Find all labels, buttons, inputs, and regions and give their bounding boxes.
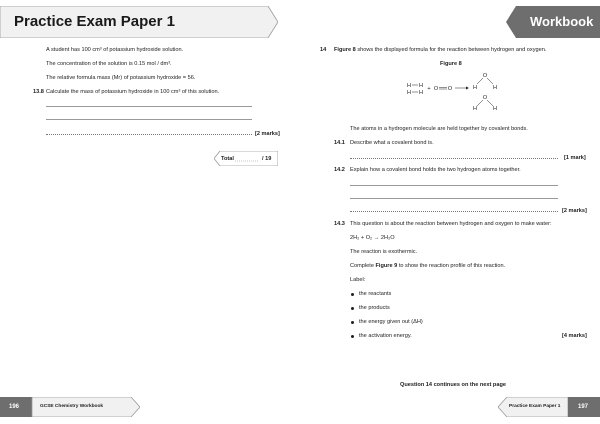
formula-o: O	[447, 86, 453, 92]
page-number-left: 196	[9, 404, 20, 410]
formula-h: H	[419, 83, 423, 89]
footer-title-right: Practice Exam Paper 1	[509, 404, 561, 409]
total-label: Total	[221, 156, 234, 162]
answer-line[interactable]	[350, 158, 558, 159]
question-number-14: 14	[320, 47, 327, 53]
bullet-icon	[351, 335, 354, 338]
list-item: the energy given out (ΔH)	[359, 319, 423, 325]
formula-h: H	[419, 90, 423, 96]
question-14-2-text: Explain how a covalent bond holds the two hydrogen atoms together.	[350, 167, 521, 173]
formula-h: H	[407, 83, 411, 89]
concentration-text: The concentration of the solution is 0.15 mol / dm³.	[46, 61, 172, 67]
question-14-3-text: This question is about the reaction between hydrogen and oxygen to make water:	[350, 221, 552, 227]
formula-o: O	[482, 95, 488, 101]
answer-line[interactable]	[350, 185, 558, 186]
formula-h: H	[473, 106, 477, 112]
bullet-icon	[351, 293, 354, 296]
reaction-equation: 2H₂ + O₂ → 2H₂O	[350, 235, 395, 241]
workbook-label: Workbook	[530, 14, 594, 29]
question-13-8-text: Calculate the mass of potassium hydroxide in 100 cm³ of this solution.	[46, 89, 220, 95]
figure-9-ref: Figure 9	[375, 263, 398, 269]
footer-title-left: GCSE Chemistry Workbook	[40, 404, 104, 409]
question-number-14-3: 14.3	[334, 221, 345, 227]
formula-h: H	[473, 85, 477, 91]
marks-14-3: [4 marks]	[562, 333, 587, 339]
marks-13-8: [2 marks]	[255, 131, 280, 137]
formula-o: O	[482, 73, 488, 79]
marks-14-2: [2 marks]	[562, 208, 587, 214]
atoms-text: The atoms in a hydrogen molecule are held together by covalent bonds.	[350, 126, 528, 132]
formula-h: H	[493, 106, 497, 112]
bullet-icon	[351, 307, 354, 310]
question-number-14-2: 14.2	[334, 167, 345, 173]
question-14-rest: shows the displayed formula for the reaction between hydrogen and oxygen.	[355, 47, 547, 53]
list-item: the reactants	[359, 291, 392, 297]
answer-line[interactable]	[350, 211, 558, 212]
question-number-13-8: 13.8	[33, 89, 44, 95]
page-number-right: 197	[578, 404, 589, 410]
formula-h: H	[407, 90, 411, 96]
exothermic-text: The reaction is exothermic.	[350, 249, 418, 255]
formula-h: H	[493, 85, 497, 91]
intro-text: A student has 100 cm³ of potassium hydroxide solution.	[46, 47, 184, 53]
label-heading: Label:	[350, 277, 366, 283]
answer-line[interactable]	[46, 119, 252, 120]
complete-pre: Complete	[350, 263, 376, 269]
question-number-14-1: 14.1	[334, 140, 345, 146]
question-14-text	[334, 47, 546, 54]
complete-post: to show the reaction profile of this reaction.	[397, 263, 506, 269]
answer-line[interactable]	[46, 106, 252, 107]
total-value: / 19	[262, 156, 272, 162]
formula-o: O	[433, 86, 439, 92]
mass-text: The relative formula mass (Mr) of potassium hydroxide = 56.	[46, 75, 196, 81]
list-item: the products	[359, 305, 390, 311]
figure-8-ref: Figure 8	[334, 47, 356, 53]
answer-line[interactable]	[46, 134, 252, 135]
page-title: Practice Exam Paper 1	[14, 13, 175, 30]
bullet-icon	[351, 321, 354, 324]
figure-8-caption: Figure 8	[440, 61, 462, 67]
marks-14-1: [1 mark]	[564, 155, 586, 161]
answer-line[interactable]	[350, 198, 558, 199]
complete-instruction	[350, 263, 505, 270]
displayed-formula-diagram	[398, 70, 508, 112]
list-item: the activation energy.	[359, 333, 412, 339]
continues-text: Question 14 continues on the next page	[400, 382, 506, 388]
formula-plus: +	[427, 86, 431, 92]
question-14-1-text: Describe what a covalent bond is.	[350, 140, 434, 146]
